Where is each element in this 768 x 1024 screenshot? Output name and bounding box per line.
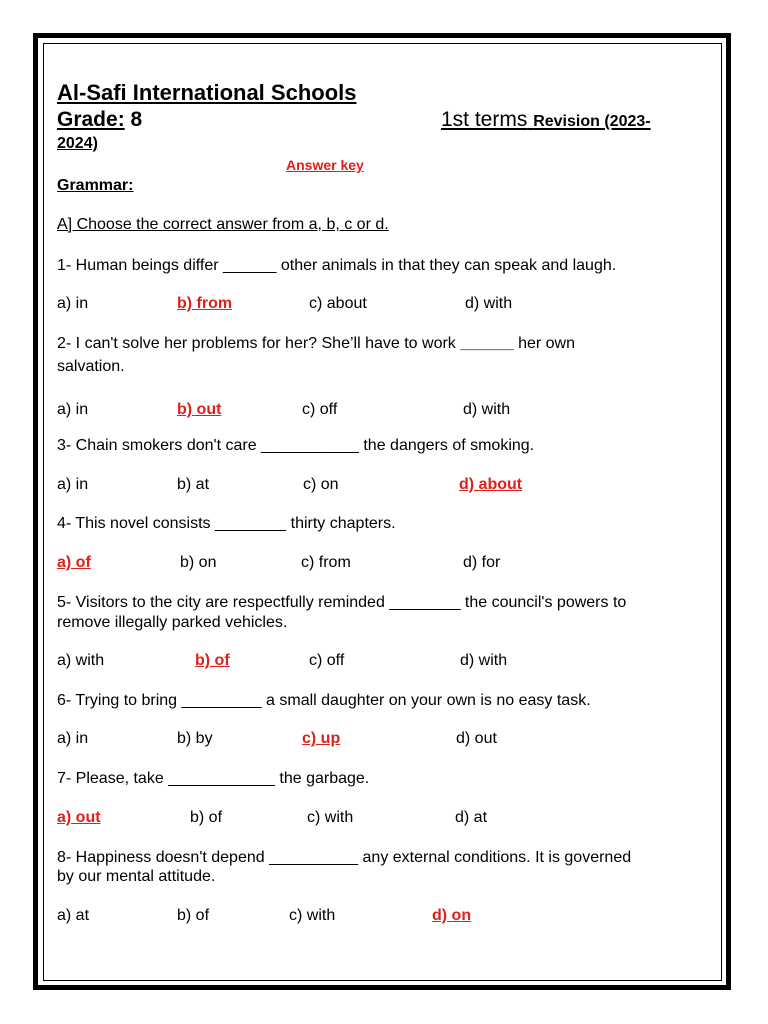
q4-option-d: d) for — [463, 554, 501, 571]
question-1: 1- Human beings differ ______ other animals in that they can speak and laugh. — [57, 257, 617, 274]
question-7: 7- Please, take ____________ the garbage. — [57, 770, 370, 787]
question-6: 6- Trying to bring _________ a small daughter on your own is no easy task. — [57, 692, 591, 709]
q3-option-a: a) in — [57, 476, 89, 493]
q1-option-d: d) with — [465, 295, 513, 312]
answer-key-label: Answer key — [286, 157, 364, 173]
school-name: Al-Safi International Schools — [57, 80, 357, 105]
q5-option-c: c) off — [309, 652, 345, 669]
q6-option-a: a) in — [57, 730, 89, 747]
q8-option-a: a) at — [57, 907, 90, 924]
q2-text-start: 2- I can't solve her problems for her? She’ll have to work — [57, 335, 461, 352]
q1-option-b: b) from — [177, 295, 233, 312]
q4-option-b: b) on — [180, 554, 217, 571]
question-3: 3- Chain smokers don't care ___________ the dangers of smoking. — [57, 437, 535, 454]
q7-option-c: c) with — [307, 809, 354, 826]
q2-text-end: her own — [513, 335, 576, 352]
q2-option-d: d) with — [463, 401, 511, 418]
question-8-line1: 8- Happiness doesn't depend __________ any external conditions. It is governed — [57, 849, 632, 866]
question-5-line1: 5- Visitors to the city are respectfully reminded ________ the council's powers to — [57, 594, 627, 611]
question-2-line1 — [57, 334, 575, 354]
section-title: Grammar: — [57, 177, 134, 194]
q5-option-a: a) with — [57, 652, 105, 669]
q5-option-d: d) with — [460, 652, 508, 669]
q8-option-d: d) on — [432, 907, 472, 924]
page-border-inner — [43, 43, 722, 981]
q5-option-b: b) of — [195, 652, 230, 669]
question-5-line2: remove illegally parked vehicles. — [57, 614, 288, 631]
grade-value: 8 — [130, 108, 143, 131]
term-text: 1st terms — [441, 108, 528, 131]
q6-option-c: c) up — [302, 730, 341, 747]
grade — [57, 108, 142, 132]
q4-option-a: a) of — [57, 554, 91, 571]
q2-option-c: c) off — [302, 401, 338, 418]
q7-option-b: b) of — [190, 809, 223, 826]
q6-option-b: b) by — [177, 730, 213, 747]
instruction: A] Choose the correct answer from a, b, c or d. — [57, 216, 389, 233]
q2-option-a: a) in — [57, 401, 89, 418]
q8-option-c: c) with — [289, 907, 336, 924]
q2-blank: ______ — [460, 335, 514, 352]
q3-option-d: d) about — [459, 476, 523, 493]
term-title — [441, 108, 651, 132]
q7-option-a: a) out — [57, 809, 101, 826]
question-2-line2: salvation. — [57, 358, 125, 375]
q2-option-b: b) out — [177, 401, 222, 418]
q4-option-c: c) from — [301, 554, 351, 571]
q8-option-b: b) of — [177, 907, 210, 924]
q3-option-b: b) at — [177, 476, 210, 493]
q3-option-c: c) on — [303, 476, 339, 493]
q7-option-d: d) at — [455, 809, 488, 826]
revision-year-cont: 2024) — [57, 135, 98, 152]
q1-option-c: c) about — [309, 295, 367, 312]
q1-option-a: a) in — [57, 295, 89, 312]
question-8-line2: by our mental attitude. — [57, 868, 216, 885]
question-4: 4- This novel consists ________ thirty chapters. — [57, 515, 396, 532]
grade-label: Grade: — [57, 108, 125, 131]
q6-option-d: d) out — [456, 730, 497, 747]
revision-text: Revision (2023- — [533, 113, 651, 130]
